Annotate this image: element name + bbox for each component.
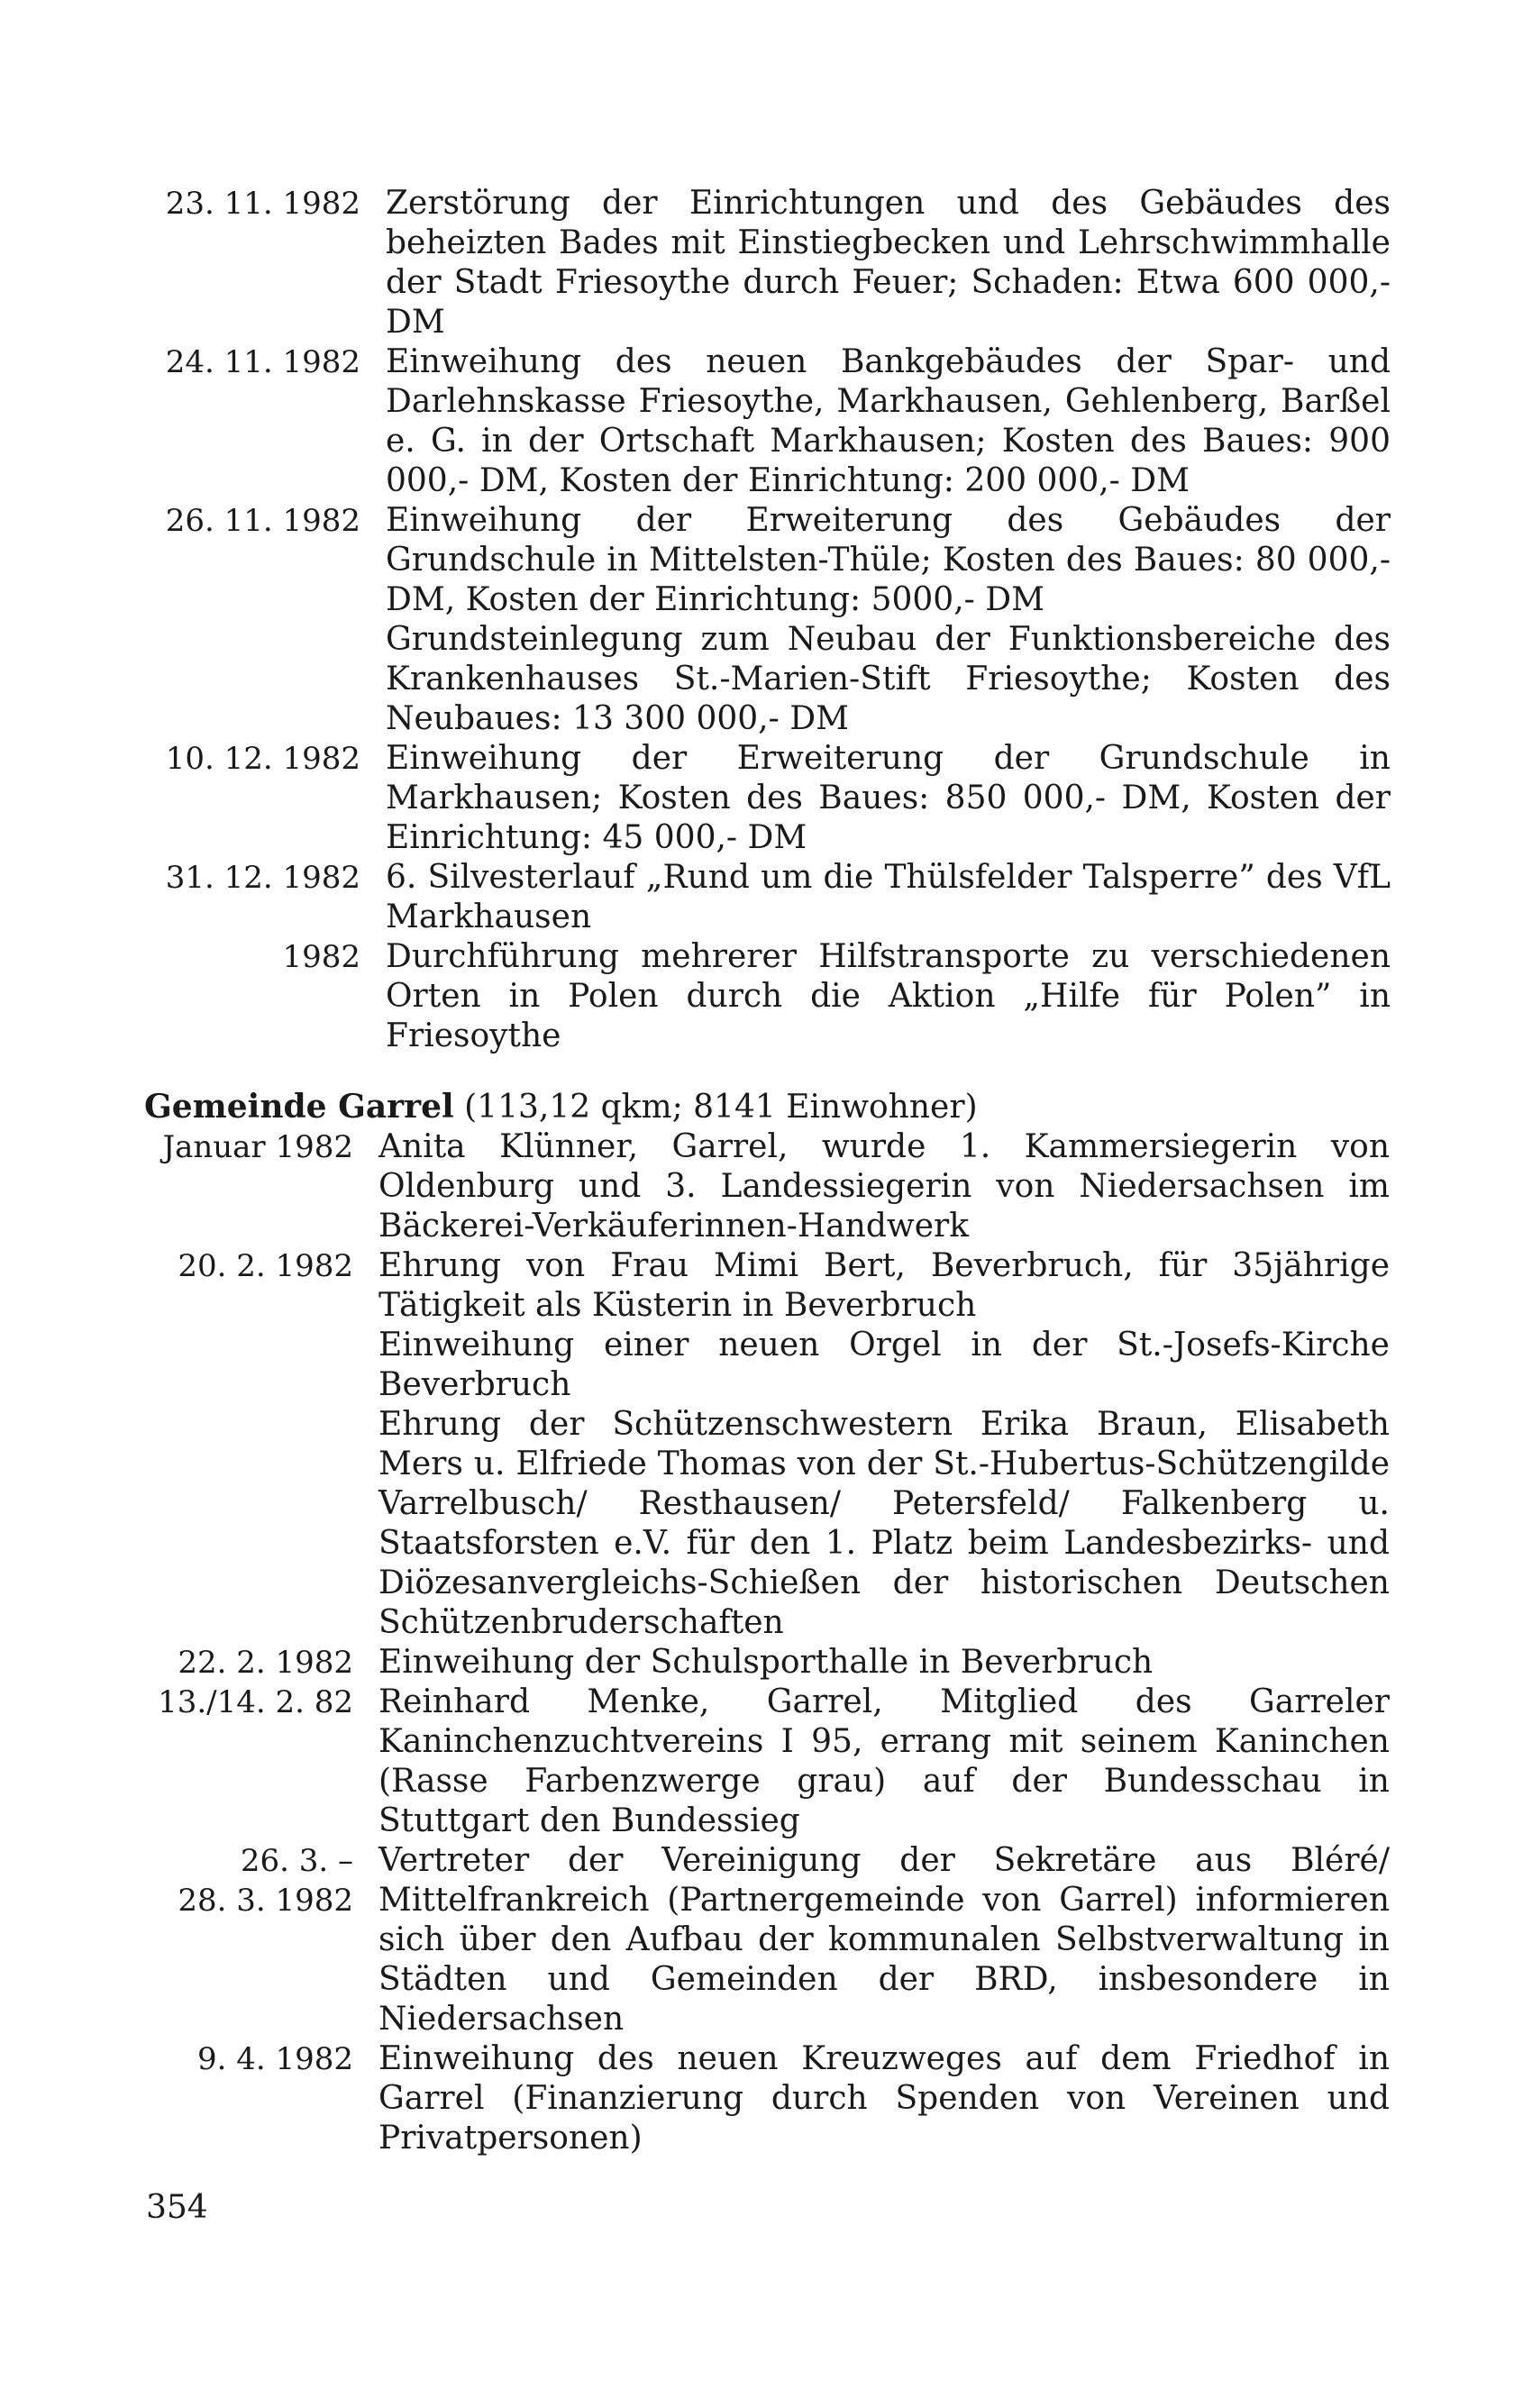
entry-date: 20. 2. 1982 — [178, 1248, 353, 1284]
chronicle-entry — [144, 342, 1424, 501]
entry-paragraph: Reinhard Menke, Garrel, Mitglied des Garreler Kaninchenzuchtvereins I 95, errang mit seinem Kaninchen (Rasse Farbenzwerge grau) auf der Bundesschau in Stuttgart den Bundessieg — [378, 1683, 1390, 1839]
entry-text — [378, 1246, 1390, 1643]
entry-paragraph: Vertreter der Vereinigung der Sekretäre aus Bléré/ Mittelfrankreich (Partnergemeinde von Garrel) informieren sich über den Aufbau der kommunalen Selbstverwaltung in Städten und Gemeinden der BRD, insbesondere in Niedersachsen — [378, 1842, 1390, 2038]
entry-text — [386, 342, 1391, 501]
entry-date: 23. 11. 1982 — [165, 186, 360, 222]
municipality-name: Gemeinde Garrel — [144, 1088, 454, 1126]
entry-paragraph: Anita Klünner, Garrel, wurde 1. Kammersiegerin von Oldenburg und 3. Landessiegerin von Niedersachsen im Bäckerei-Verkäuferinnen-Handwerk — [378, 1128, 1390, 1245]
chronicle-entry — [144, 739, 1424, 858]
entry-date: 1982 — [282, 939, 360, 975]
entry-date: 31. 12. 1982 — [165, 860, 360, 896]
entry-date: 24. 11. 1982 — [165, 344, 360, 380]
entry-text — [378, 1683, 1390, 1841]
entry-date: 26. 3. – 28. 3. 1982 — [178, 1843, 353, 1919]
garrel-chronicle — [144, 1087, 1424, 2158]
entry-date: 26. 11. 1982 — [165, 503, 360, 539]
chronicle-entry — [144, 184, 1424, 342]
entry-paragraph: Zerstörung der Einrichtungen und des Gebäudes des beheizten Bades mit Einstiegbecken und Lehrschwimmhalle der Stadt Friesoythe durch Feuer; Schaden: Etwa 600 000,- DM — [386, 185, 1391, 341]
chronicle-entry — [144, 1841, 1424, 2039]
entry-date: 10. 12. 1982 — [165, 741, 360, 777]
entry-text — [378, 1127, 1390, 1246]
entry-text — [386, 501, 1391, 739]
chronicle-entry — [144, 858, 1424, 937]
entry-paragraph: Einweihung des neuen Kreuzweges auf dem Friedhof in Garrel (Finanzierung durch Spenden von Vereinen und Privatpersonen) — [378, 2040, 1390, 2157]
entry-paragraph: Grundsteinlegung zum Neubau der Funktionsbereiche des Krankenhauses St.-Marien-Stift Friesoythe; Kosten des Neubaues: 13 300 000,- DM — [386, 621, 1391, 737]
entry-text — [386, 858, 1391, 937]
entry-text — [378, 1841, 1390, 2039]
entry-date: 22. 2. 1982 — [178, 1645, 353, 1681]
entry-text — [386, 739, 1391, 858]
entry-paragraph: Einweihung der Erweiterung des Gebäudes der Grundschule in Mittelsten-Thüle; Kosten des Baues: 80 000,- DM, Kosten der Einrichtung: 5000,- DM — [386, 502, 1391, 618]
entry-text — [378, 2039, 1390, 2158]
entry-paragraph: 6. Silvesterlauf „Rund um die Thülsfelder Talsperre” des VfL Markhausen — [386, 859, 1391, 935]
entry-date: 9. 4. 1982 — [196, 2041, 353, 2077]
entry-text — [378, 1643, 1390, 1683]
chronicle-entry — [144, 1127, 1424, 1246]
section-heading — [144, 1087, 1424, 1127]
chronicle-entry — [144, 1683, 1424, 1841]
entry-paragraph: Einweihung einer neuen Orgel in der St.-Josefs-Kirche Beverbruch — [378, 1327, 1390, 1403]
entry-text — [386, 937, 1391, 1056]
chronicle-entry — [144, 501, 1424, 739]
entry-date: Januar 1982 — [162, 1129, 353, 1165]
entry-paragraph: Einweihung der Erweiterung der Grundschule in Markhausen; Kosten des Baues: 850 000,- DM, Kosten der Einrichtung: 45 000,- DM — [386, 740, 1391, 856]
friesoythe-chronicle — [144, 184, 1424, 1056]
chronicle-entry — [144, 1246, 1424, 1643]
chronicle-entry — [144, 1643, 1424, 1683]
entry-paragraph: Ehrung von Frau Mimi Bert, Beverbruch, für 35jährige Tätigkeit als Küsterin in Beverbruch — [378, 1247, 1390, 1324]
chronicle-entry — [144, 937, 1424, 1056]
entry-paragraph: Ehrung der Schützenschwestern Erika Braun, Elisabeth Mers u. Elfriede Thomas von der St.-Hubertus-Schützengilde Varrelbusch/ Resthausen/ Petersfeld/ Falkenberg u. Staatsforsten e.V. für den 1. Platz beim Landesbezirks- und Diözesanvergleichs-Schießen der historischen Deutschen Schützenbruderschaften — [378, 1406, 1390, 1641]
entry-paragraph: Einweihung der Schulsporthalle in Beverbruch — [378, 1644, 1154, 1681]
page-number: 354 — [146, 2189, 208, 2226]
entry-paragraph: Durchführung mehrerer Hilfstransporte zu verschiedenen Orten in Polen durch die Aktion „Hilfe für Polen” in Friesoythe — [386, 938, 1391, 1054]
entry-paragraph: Einweihung des neuen Bankgebäudes der Spar- und Darlehnskasse Friesoythe, Markhausen, Gehlenberg, Barßel e. G. in der Ortschaft Markhausen; Kosten des Baues: 900 000,- DM, Kosten der Einrichtung: 200 000,- DM — [386, 343, 1391, 499]
entry-text — [386, 184, 1391, 342]
chronicle-entry — [144, 2039, 1424, 2158]
entry-date: 13./14. 2. 82 — [158, 1684, 353, 1720]
municipality-details: (113,12 qkm; 8141 Einwohner) — [453, 1089, 978, 1126]
